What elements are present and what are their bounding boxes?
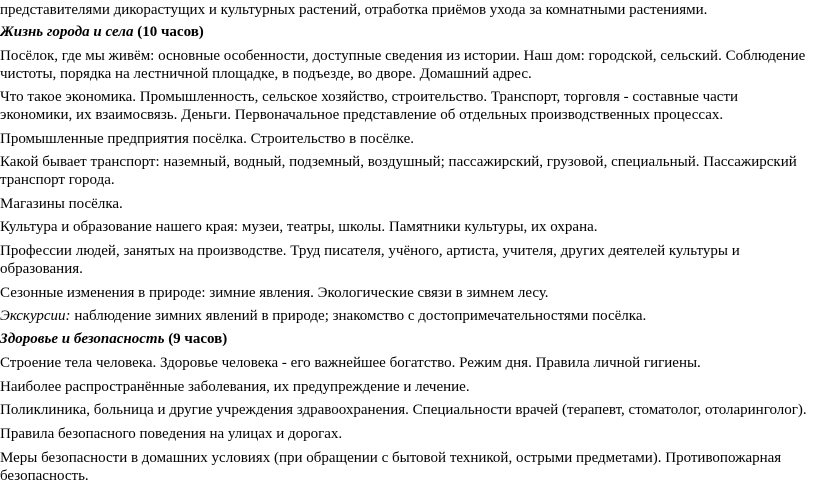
excursion-text: наблюдение зимних явлений в природе; знакомство с достопримечательностями посёлка. <box>70 308 647 324</box>
paragraph-line: представителями дикорастущих и культурных растений, отработка приёмов ухода за комнатными растениями. <box>0 2 708 18</box>
paragraph-line: Что такое экономика. Промышленность, сельское хозяйство, строительство. Транспорт, торговля - составные части <box>0 89 739 105</box>
paragraph-line: экономики, их взаимосвязь. Деньги. Первоначальное представление об отдельных производственных процессах. <box>0 107 724 123</box>
paragraph-line: образования. <box>0 261 83 277</box>
excursion-line <box>0 308 646 325</box>
paragraph-line: Наиболее распространённые заболевания, их предупреждение и лечение. <box>0 379 470 395</box>
paragraph-line: Правила безопасного поведения на улицах и дорогах. <box>0 426 343 442</box>
paragraph-line: Магазины посёлка. <box>0 196 123 212</box>
paragraph-line: Посёлок, где мы живём: основные особенности, доступные сведения из истории. Наш дом: городской, сельский. Соблюдение <box>0 48 806 64</box>
paragraph-line: транспорт города. <box>0 172 115 188</box>
paragraph-line: Меры безопасности в домашних условиях (при обращении с бытовой техникой, острыми предметами). Противопожарная <box>0 450 782 466</box>
paragraph-line: чистоты, порядка на лестничной площадке, в подъезде, во дворе. Домашний адрес. <box>0 66 532 82</box>
section-heading-hours: (9 часов) <box>168 331 228 347</box>
excursion-label: Экскурсии: <box>0 308 71 324</box>
paragraph-line: Профессии людей, занятых на производстве. Труд писателя, учёного, артиста, учителя, других деятелей культуры и <box>0 243 740 259</box>
section-heading-title: Жизнь города и села <box>0 24 134 40</box>
paragraph-line: Культура и образование нашего края: музеи, театры, школы. Памятники культуры, их охрана. <box>0 219 598 235</box>
paragraph-line: Промышленные предприятия посёлка. Строительство в посёлке. <box>0 131 414 147</box>
paragraph-line: безопасность. <box>0 468 89 484</box>
paragraph-line: Строение тела человека. Здоровье человека - его важнейшее богатство. Режим дня. Правила личной гигиены. <box>0 355 701 371</box>
section-heading-hours: (10 часов) <box>137 24 204 40</box>
section-heading-health-safety <box>0 331 227 348</box>
section-heading-city-village <box>0 24 204 41</box>
paragraph-line: Какой бывает транспорт: наземный, водный, подземный, воздушный; пассажирский, грузовой, специальный. Пассажирский <box>0 154 797 170</box>
paragraph-line: Поликлиника, больница и другие учреждения здравоохранения. Специальности врачей (терапевт, стоматолог, отоларинголог). <box>0 402 807 418</box>
paragraph-line: Сезонные изменения в природе: зимние явления. Экологические связи в зимнем лесу. <box>0 285 549 301</box>
section-heading-title: Здоровье и безопасность <box>0 331 165 347</box>
